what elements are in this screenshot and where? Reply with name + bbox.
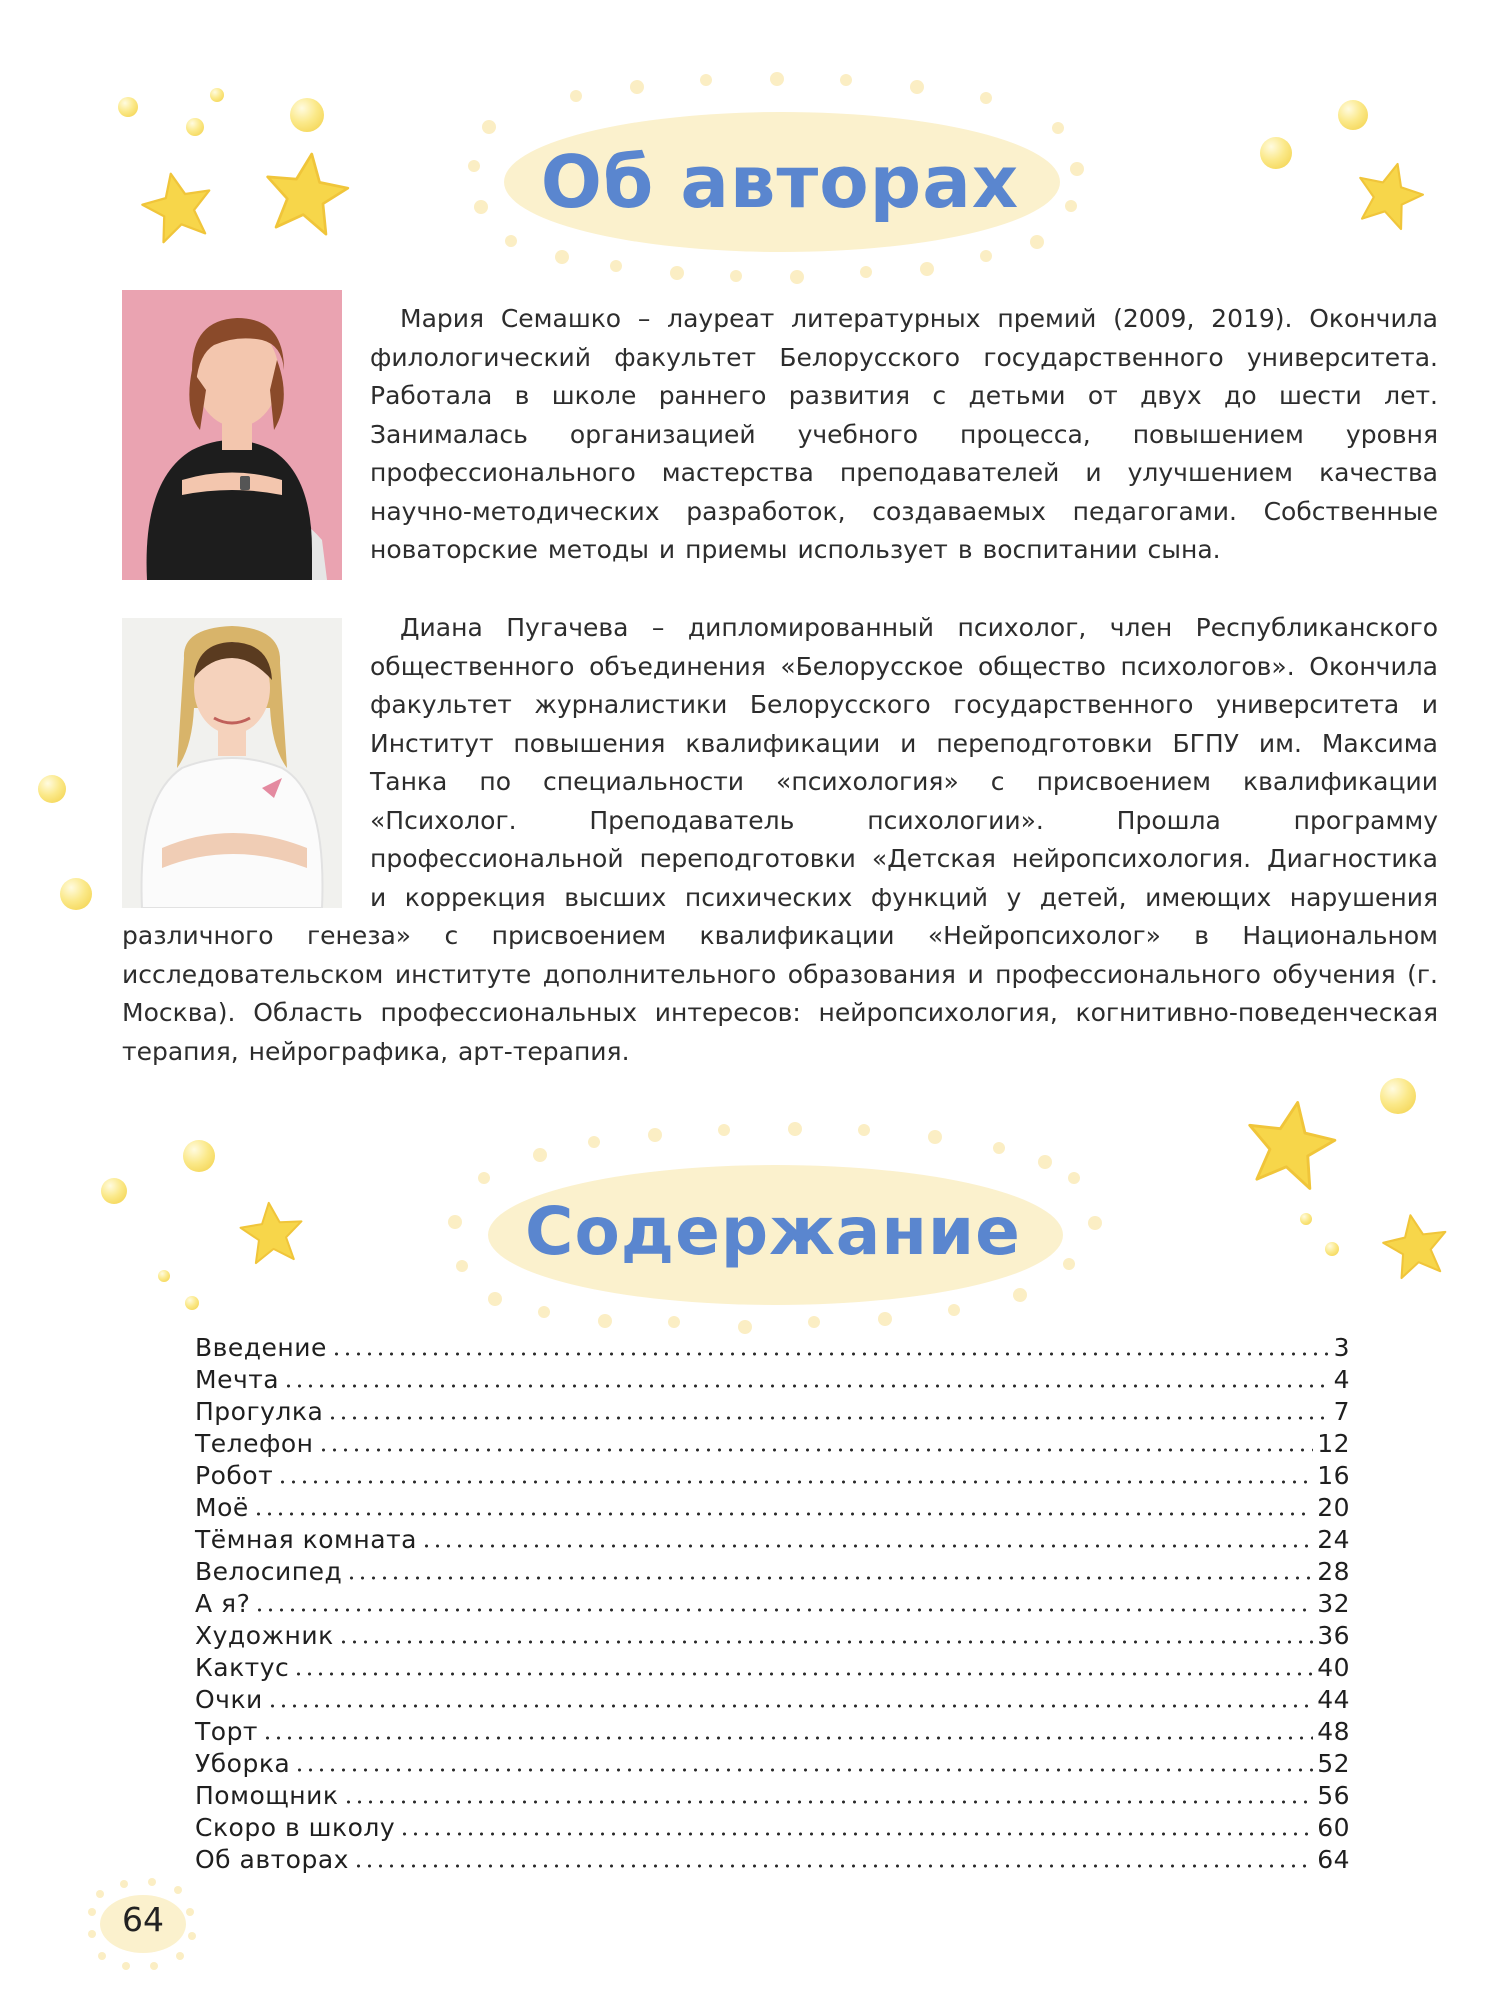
author-bio-text: Диана Пугачева – дипломированный психолог, член Республиканского общественного объединения «Белорусское общество психологов». Окончила факультет журналистики Белорусского государственного университета и Институт повышения квалификации и переподготовки БГПУ им. Максима Танка по специальности «психология» с присвоением квалификации «Психолог. Преподаватель психологии». Прошла программу профессиональной переподготовки «Детская нейропсихология. Диагностика и коррекция высших психических функций у детей, имеющих нарушения различного генеза» с присвоением квалификации «Нейропсихолог» в Национальном исследовательском институте дополнительного образования и профессионального обучения (г. Москва). Область профессиональных интересов: нейропсихология, когнитивно-поведенческая терапия, нейрографика, арт-терапия.: [122, 613, 1438, 1066]
toc-row: [195, 1684, 1350, 1716]
decor-ball: [1325, 1242, 1339, 1256]
star-icon: [138, 170, 218, 246]
toc-row: [195, 1460, 1350, 1492]
decor-ball: [1338, 100, 1368, 130]
star-icon: [258, 150, 354, 240]
contents-heading: Содержание: [525, 1193, 1021, 1270]
toc-leader-dots: [346, 1576, 1313, 1580]
toc-leader-dots: [327, 1416, 1329, 1420]
toc-page-number: 32: [1317, 1589, 1350, 1618]
decor-ball: [210, 88, 224, 102]
authors-heading-block: [460, 70, 1100, 290]
author-bio-text: Мария Семашко – лауреат литературных премий (2009, 2019). Окончила филологический факультет Белорусского государственного университета. Работала в школе раннего развития с детьми от двух до шести лет. Занималась организацией учебного процесса, повышением уровня профессионального мастерства преподавателей и улучшением качества научно-методических разработок, создаваемых педагогами. Собственные новаторские методы и приемы использует в воспитании сына.: [370, 304, 1438, 564]
toc-leader-dots: [343, 1800, 1314, 1804]
decor-ball: [101, 1178, 127, 1204]
toc-page-number: 64: [1317, 1845, 1350, 1874]
decor-ball: [60, 878, 92, 910]
toc-title: Прогулка: [195, 1397, 324, 1426]
decor-ball: [290, 98, 324, 132]
toc-title: Введение: [195, 1333, 327, 1362]
toc-page-number: 52: [1317, 1749, 1350, 1778]
toc-leader-dots: [399, 1832, 1313, 1836]
toc-leader-dots: [338, 1640, 1313, 1644]
toc-title: Помощник: [195, 1781, 339, 1810]
toc-page-number: 20: [1317, 1493, 1350, 1522]
author-photo-maria: [122, 290, 342, 580]
toc-leader-dots: [267, 1704, 1313, 1708]
toc-leader-dots: [254, 1608, 1313, 1612]
toc-row: [195, 1588, 1350, 1620]
author-bio-maria: [370, 300, 1438, 570]
toc-row: [195, 1428, 1350, 1460]
toc-leader-dots: [293, 1672, 1313, 1676]
toc-title: Робот: [195, 1461, 274, 1490]
decor-ball: [38, 775, 66, 803]
toc-title: Очки: [195, 1685, 263, 1714]
toc-page-number: 40: [1317, 1653, 1350, 1682]
toc-page-number: 36: [1317, 1621, 1350, 1650]
toc-row: [195, 1844, 1350, 1876]
toc-title: Мечта: [195, 1365, 280, 1394]
toc-page-number: 60: [1317, 1813, 1350, 1842]
toc-title: Кактус: [195, 1653, 290, 1682]
toc-leader-dots: [318, 1448, 1314, 1452]
toc-row: [195, 1716, 1350, 1748]
toc-page-number: 48: [1317, 1717, 1350, 1746]
toc-title: Велосипед: [195, 1557, 343, 1586]
toc-page-number: 16: [1317, 1461, 1350, 1490]
toc-title: Уборка: [195, 1749, 291, 1778]
toc-page-number: 12: [1317, 1429, 1350, 1458]
toc-row: [195, 1524, 1350, 1556]
toc-title: Моё: [195, 1493, 249, 1522]
toc-page-number: 4: [1333, 1365, 1350, 1394]
decor-ball: [1380, 1078, 1416, 1114]
star-icon: [236, 1200, 308, 1268]
decor-ball: [185, 1296, 199, 1310]
decor-ball: [183, 1140, 215, 1172]
toc-title: Тёмная комната: [195, 1525, 417, 1554]
toc-page-number: 3: [1333, 1333, 1350, 1362]
toc-page-number: 7: [1333, 1397, 1350, 1426]
toc-leader-dots: [331, 1352, 1330, 1356]
toc-page-number: 44: [1317, 1685, 1350, 1714]
toc-leader-dots: [353, 1864, 1313, 1868]
toc-page-number: 56: [1317, 1781, 1350, 1810]
author-bio-diana: [122, 609, 1438, 1071]
toc-row: [195, 1332, 1350, 1364]
toc-row: [195, 1748, 1350, 1780]
authors-heading: Об авторах: [540, 140, 1020, 224]
toc-leader-dots: [421, 1544, 1313, 1548]
toc-leader-dots: [262, 1736, 1313, 1740]
toc-page-number: 28: [1317, 1557, 1350, 1586]
toc-title: А я?: [195, 1589, 251, 1618]
table-of-contents: [195, 1332, 1350, 1876]
decor-ball: [186, 118, 204, 136]
toc-row: [195, 1396, 1350, 1428]
toc-title: Торт: [195, 1717, 258, 1746]
toc-row: [195, 1812, 1350, 1844]
toc-row: [195, 1780, 1350, 1812]
toc-row: [195, 1364, 1350, 1396]
decor-ball: [1260, 137, 1292, 169]
star-icon: [1380, 1212, 1452, 1282]
toc-leader-dots: [283, 1384, 1329, 1388]
toc-row: [195, 1652, 1350, 1684]
toc-title: Об авторах: [195, 1845, 349, 1874]
star-icon: [1240, 1098, 1340, 1194]
decor-ball: [1300, 1213, 1312, 1225]
toc-row: [195, 1556, 1350, 1588]
toc-row: [195, 1492, 1350, 1524]
decor-ball: [118, 97, 138, 117]
toc-leader-dots: [253, 1512, 1313, 1516]
toc-title: Телефон: [195, 1429, 314, 1458]
toc-row: [195, 1620, 1350, 1652]
toc-title: Скоро в школу: [195, 1813, 396, 1842]
toc-page-number: 24: [1317, 1525, 1350, 1554]
decor-ball: [158, 1270, 170, 1282]
page-number: 64: [122, 1900, 164, 1939]
star-icon: [1352, 160, 1426, 232]
toc-title: Художник: [195, 1621, 334, 1650]
contents-heading-block: [438, 1110, 1108, 1330]
toc-leader-dots: [294, 1768, 1313, 1772]
toc-leader-dots: [277, 1480, 1313, 1484]
